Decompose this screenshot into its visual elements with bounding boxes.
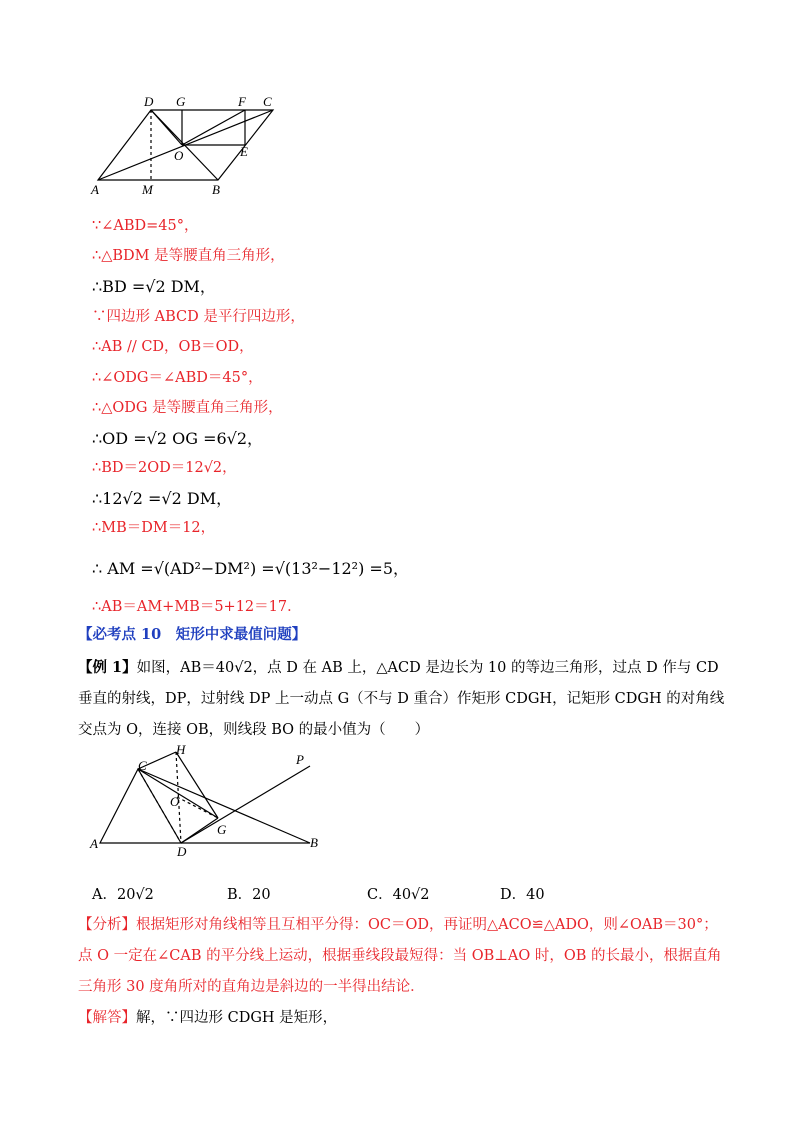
answer-paragraph <box>78 1003 728 1034</box>
analysis-text: 根据矩形对角线相等且互相平分得：OC＝OD，再证明△ACO≌△ADO，则∠OAB＝30°；点 O 一定在∠CAB 的平分线上运动，根据垂线段最短得：当 OB⊥AO 时，OB 的长最小，根据直角三角形 30 度角所对的直角边是斜边的一半得出结论． <box>78 917 722 995</box>
label-C: C <box>138 758 147 773</box>
answer-text: 解，∵四边形 CDGH 是矩形， <box>136 1010 338 1026</box>
choice-a[interactable]: A．20√2 <box>92 887 154 903</box>
step-1: ∵∠ABD=45°， <box>92 218 199 234</box>
step-4: ∵四边形 ABCD 是平行四边形， <box>92 309 305 325</box>
label-A: A <box>90 836 98 851</box>
analysis-paragraph <box>78 910 728 1003</box>
step-8: ∴OD =√2 OG =6√2， <box>92 429 264 448</box>
label-A: A <box>91 182 99 197</box>
choice-d[interactable]: D．40 <box>500 887 545 903</box>
step-13: ∴AB＝AM+MB＝5+12＝17． <box>92 599 302 615</box>
choice-c[interactable]: C．40√2 <box>367 887 430 903</box>
step-12: ∴ AM =√(AD²−DM²) =√(13²−12²) =5， <box>92 559 410 578</box>
label-D: D <box>177 844 187 859</box>
example-paragraph <box>78 652 728 746</box>
analysis-label: 【分析】 <box>78 917 136 933</box>
label-G: G <box>217 822 227 837</box>
step-10: ∴12√2 =√2 DM， <box>92 489 233 508</box>
choice-b[interactable]: B．20 <box>227 887 271 903</box>
section-heading: 【必考点 10 矩形中求最值问题】 <box>78 626 307 643</box>
label-P: P <box>296 752 304 767</box>
label-C: C <box>263 94 272 109</box>
label-F: F <box>238 94 246 109</box>
answer-label: 【解答】 <box>78 1010 136 1026</box>
label-E: E <box>240 144 248 159</box>
step-9: ∴BD＝2OD＝12√2， <box>92 460 237 476</box>
example-text: 如图，AB＝40√2，点 D 在 AB 上，△ACD 是边长为 10 的等边三角形，过点 D 作与 CD 垂直的射线，DP，过射线 DP 上一动点 G（不与 D 重合）作矩形 CDGH，记矩形 CDGH 的对角线交点为 O，连接 OB，则线段 BO 的最小值为（ ） <box>78 660 725 738</box>
step-11: ∴MB＝DM＝12， <box>92 520 216 536</box>
figure-rectangle <box>88 742 328 862</box>
label-D: D <box>144 94 154 109</box>
label-G: G <box>176 94 186 109</box>
label-O: O <box>174 148 184 163</box>
figure-parallelogram <box>88 92 288 202</box>
label-B: B <box>310 835 318 850</box>
step-3: ∴BD =√2 DM， <box>92 277 216 296</box>
step-2: ∴△BDM 是等腰直角三角形， <box>92 248 285 264</box>
label-O: O <box>170 794 180 809</box>
step-7: ∴△ODG 是等腰直角三角形， <box>92 400 283 416</box>
step-6: ∴∠ODG＝∠ABD＝45°， <box>92 370 263 386</box>
label-B: B <box>212 182 220 197</box>
label-M: M <box>142 182 153 197</box>
label-H: H <box>176 742 186 757</box>
example-label: 【例 1】 <box>78 659 137 676</box>
step-5: ∴AB // CD，OB＝OD， <box>92 339 254 355</box>
